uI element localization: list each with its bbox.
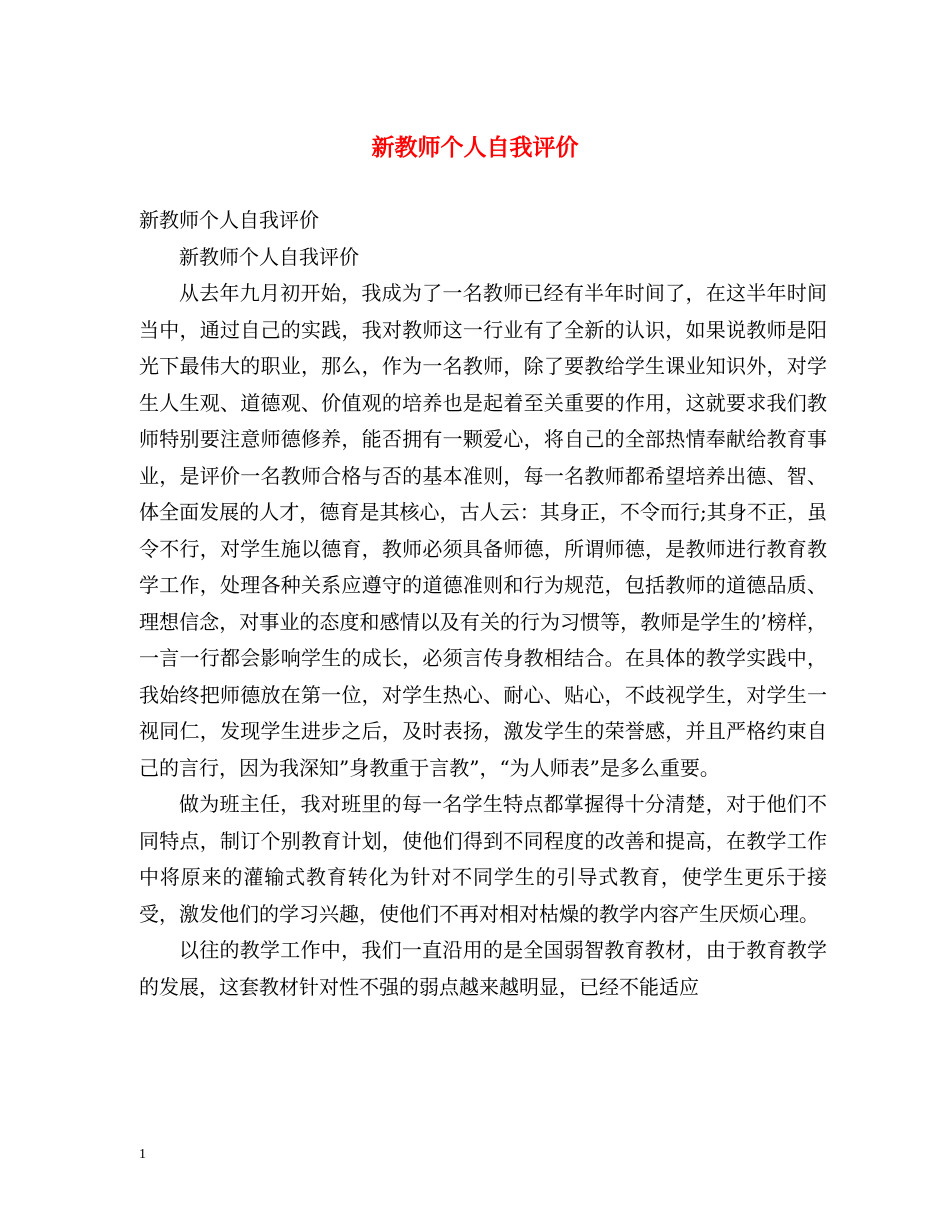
paragraph-subheading: 新教师个人自我评价 <box>179 244 359 269</box>
paragraph-body: 从去年九月初开始，我成为了一名教师已经有半年时间了，在这半年时间当中，通过自己的实践，我对教师这一行业有了全新的认识，如果说教师是阳光下最伟大的职业，那么，作为一名教师，除了要教给学生课业知识外，对学生人生观、道德观、价值观的培养也是起着至关重要的作用，这就要求我们教师特别要注意师德修养，能否拥有一颗爱心，将自己的全部热情奉献给教育事业，是评价一名教师合格与否的基本准则，每一名教师都希望培养出德、智、体全面发展的人才，德育是其核心，古人云：其身正，不令而行;其身不正，虽令不行，对学生施以德育，教师必须具备师德，所谓师德，是教师进行教育教学工作，处理各种关系应遵守的道德准则和行为规范，包括教师的道德品质、理想信念，对事业的态度和感情以及有关的行为习惯等，教师是学生的’榜样，一言一行都会影响学生的成长，必须言传身教相结合。在具体的教学实践中，我始终把师德放在第一位，对学生热心、耐心、贴心，不歧视学生，对学生一视同仁，发现学生进步之后，及时表扬，激发学生的荣誉感，并且严格约束自己的言行，因为我深知”身教重于言教”，“为人师表”是多么重要。 <box>139 281 827 780</box>
paragraph-heading: 新教师个人自我评价 <box>139 208 319 232</box>
page-number: 1 <box>139 1147 146 1162</box>
paragraph-body: 以往的教学工作中，我们一直沿用的是全国弱智教育教材，由于教育教学的发展，这套教材针对性不强的弱点越来越明显，已经不能适应 <box>139 938 827 999</box>
paragraph-body: 做为班主任，我对班里的每一名学生特点都掌握得十分清楚，对于他们不同特点，制订个别教育计划，使他们得到不同程度的改善和提高，在教学工作中将原来的灌输式教育转化为针对不同学生的引导式教育，使学生更乐于接受，激发他们的学习兴趣，使他们不再对相对枯燥的教学内容产生厌烦心理。 <box>139 792 827 926</box>
document-body <box>139 202 827 1005</box>
document-title: 新教师个人自我评价 <box>371 134 579 161</box>
